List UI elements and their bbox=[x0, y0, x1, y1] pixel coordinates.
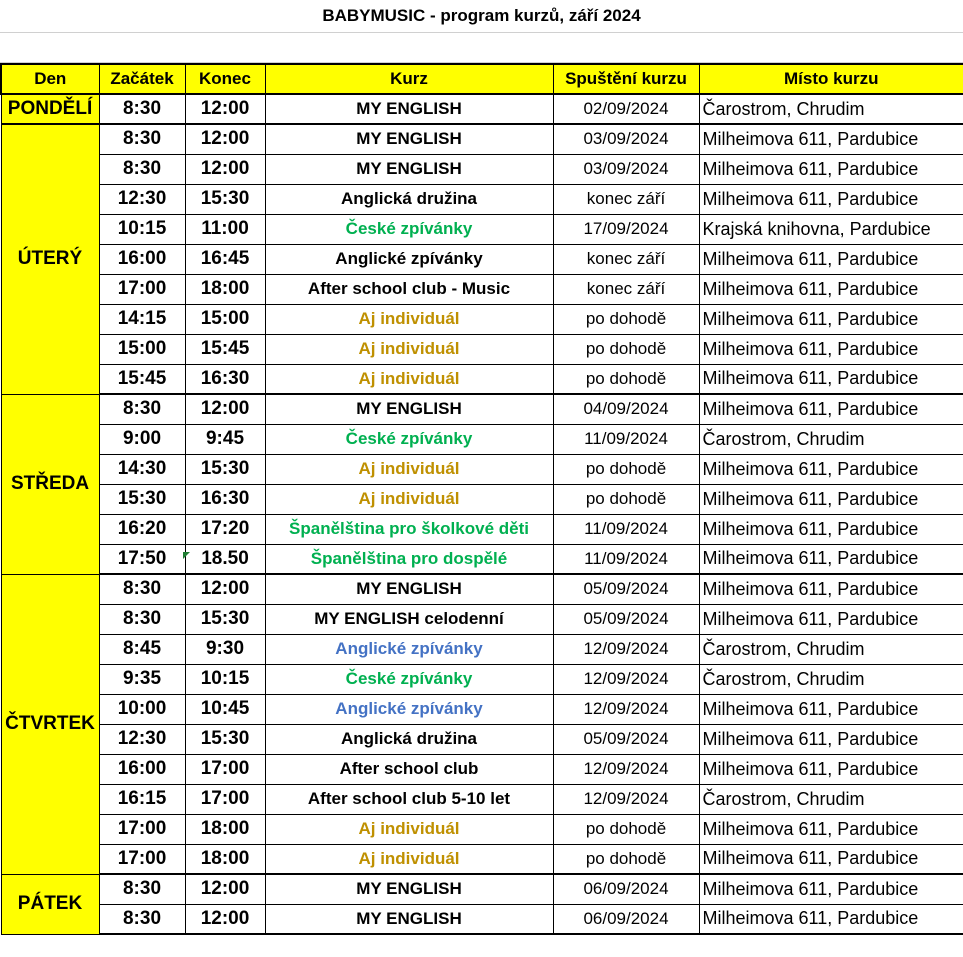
end-time: 11:00 bbox=[185, 214, 265, 244]
table-row bbox=[1, 784, 963, 814]
start-time: 16:20 bbox=[99, 514, 185, 544]
course-launch: 12/09/2024 bbox=[553, 664, 699, 694]
course-name: České zpívánky bbox=[265, 664, 553, 694]
course-place: Milheimova 611, Pardubice bbox=[699, 484, 963, 514]
table-row bbox=[1, 634, 963, 664]
end-time: 12:00 bbox=[185, 394, 265, 424]
end-time: 12:00 bbox=[185, 124, 265, 154]
course-launch: 06/09/2024 bbox=[553, 904, 699, 934]
end-time: 15:00 bbox=[185, 304, 265, 334]
table-row bbox=[1, 874, 963, 904]
course-place: Milheimova 611, Pardubice bbox=[699, 904, 963, 934]
course-place: Milheimova 611, Pardubice bbox=[699, 724, 963, 754]
course-name: MY ENGLISH bbox=[265, 154, 553, 184]
course-place: Čarostrom, Chrudim bbox=[699, 784, 963, 814]
table-row bbox=[1, 364, 963, 394]
comment-indicator bbox=[183, 552, 190, 559]
header-launch: Spuštění kurzu bbox=[553, 64, 699, 94]
course-launch: 03/09/2024 bbox=[553, 154, 699, 184]
end-time: 12:00 bbox=[185, 154, 265, 184]
start-time: 10:15 bbox=[99, 214, 185, 244]
day-label: ČTVRTEK bbox=[1, 574, 99, 874]
table-row bbox=[1, 424, 963, 454]
course-name: Anglické zpívánky bbox=[265, 634, 553, 664]
course-launch: 17/09/2024 bbox=[553, 214, 699, 244]
table-row bbox=[1, 514, 963, 544]
course-name: After school club bbox=[265, 754, 553, 784]
course-place: Milheimova 611, Pardubice bbox=[699, 694, 963, 724]
start-time: 8:30 bbox=[99, 94, 185, 124]
start-time: 16:00 bbox=[99, 244, 185, 274]
course-launch: 05/09/2024 bbox=[553, 574, 699, 604]
header-row bbox=[1, 64, 963, 94]
course-name: MY ENGLISH celodenní bbox=[265, 604, 553, 634]
table-row bbox=[1, 724, 963, 754]
course-name: MY ENGLISH bbox=[265, 574, 553, 604]
course-launch: konec září bbox=[553, 184, 699, 214]
header-start: Začátek bbox=[99, 64, 185, 94]
table-row bbox=[1, 814, 963, 844]
course-place: Milheimova 611, Pardubice bbox=[699, 814, 963, 844]
course-name: MY ENGLISH bbox=[265, 94, 553, 124]
day-label: ÚTERÝ bbox=[1, 124, 99, 394]
schedule-body bbox=[1, 94, 963, 934]
course-name: Anglická družina bbox=[265, 184, 553, 214]
course-name: Anglická družina bbox=[265, 724, 553, 754]
start-time: 17:50 bbox=[99, 544, 185, 574]
course-place: Milheimova 611, Pardubice bbox=[699, 154, 963, 184]
course-name: České zpívánky bbox=[265, 214, 553, 244]
course-launch: po dohodě bbox=[553, 484, 699, 514]
header-day: Den bbox=[1, 64, 99, 94]
end-time: 10:45 bbox=[185, 694, 265, 724]
end-time: 16:30 bbox=[185, 484, 265, 514]
start-time: 17:00 bbox=[99, 814, 185, 844]
start-time: 9:00 bbox=[99, 424, 185, 454]
table-row bbox=[1, 904, 963, 934]
course-launch: po dohodě bbox=[553, 334, 699, 364]
course-place: Milheimova 611, Pardubice bbox=[699, 604, 963, 634]
start-time: 8:30 bbox=[99, 604, 185, 634]
course-launch: 11/09/2024 bbox=[553, 424, 699, 454]
end-time: 15:30 bbox=[185, 604, 265, 634]
course-name: Aj individuál bbox=[265, 364, 553, 394]
course-place: Milheimova 611, Pardubice bbox=[699, 754, 963, 784]
start-time: 8:30 bbox=[99, 574, 185, 604]
course-name: Anglické zpívánky bbox=[265, 694, 553, 724]
start-time: 17:00 bbox=[99, 844, 185, 874]
table-row bbox=[1, 574, 963, 604]
table-row bbox=[1, 544, 963, 574]
table-row bbox=[1, 184, 963, 214]
header-course: Kurz bbox=[265, 64, 553, 94]
course-place: Milheimova 611, Pardubice bbox=[699, 454, 963, 484]
start-time: 12:30 bbox=[99, 184, 185, 214]
course-place: Milheimova 611, Pardubice bbox=[699, 364, 963, 394]
start-time: 10:00 bbox=[99, 694, 185, 724]
course-place: Milheimova 611, Pardubice bbox=[699, 574, 963, 604]
table-row bbox=[1, 214, 963, 244]
course-launch: konec září bbox=[553, 244, 699, 274]
table-row bbox=[1, 304, 963, 334]
end-time: 17:20 bbox=[185, 514, 265, 544]
course-place: Milheimova 611, Pardubice bbox=[699, 244, 963, 274]
course-place: Čarostrom, Chrudim bbox=[699, 634, 963, 664]
end-time: 9:30 bbox=[185, 634, 265, 664]
day-label: PÁTEK bbox=[1, 874, 99, 934]
course-place: Milheimova 611, Pardubice bbox=[699, 304, 963, 334]
course-launch: 12/09/2024 bbox=[553, 694, 699, 724]
table-row bbox=[1, 244, 963, 274]
course-launch: 04/09/2024 bbox=[553, 394, 699, 424]
end-time: 17:00 bbox=[185, 784, 265, 814]
course-name: Aj individuál bbox=[265, 334, 553, 364]
start-time: 16:00 bbox=[99, 754, 185, 784]
table-row bbox=[1, 274, 963, 304]
end-time: 12:00 bbox=[185, 904, 265, 934]
course-launch: 11/09/2024 bbox=[553, 514, 699, 544]
course-launch: 03/09/2024 bbox=[553, 124, 699, 154]
start-time: 8:30 bbox=[99, 124, 185, 154]
course-launch: 06/09/2024 bbox=[553, 874, 699, 904]
start-time: 12:30 bbox=[99, 724, 185, 754]
course-launch: po dohodě bbox=[553, 844, 699, 874]
course-name: Španělština pro dospělé bbox=[265, 544, 553, 574]
start-time: 17:00 bbox=[99, 274, 185, 304]
header-end: Konec bbox=[185, 64, 265, 94]
course-place: Milheimova 611, Pardubice bbox=[699, 844, 963, 874]
sheet-title: BABYMUSIC - program kurzů, září 2024 bbox=[0, 0, 963, 33]
start-time: 8:30 bbox=[99, 394, 185, 424]
course-launch: po dohodě bbox=[553, 454, 699, 484]
start-time: 8:30 bbox=[99, 904, 185, 934]
blank-row bbox=[0, 33, 963, 63]
course-name: After school club - Music bbox=[265, 274, 553, 304]
course-name: Aj individuál bbox=[265, 484, 553, 514]
start-time: 8:45 bbox=[99, 634, 185, 664]
start-time: 14:15 bbox=[99, 304, 185, 334]
course-launch: po dohodě bbox=[553, 364, 699, 394]
end-time: 15:30 bbox=[185, 724, 265, 754]
table-row bbox=[1, 124, 963, 154]
course-place: Krajská knihovna, Pardubice bbox=[699, 214, 963, 244]
end-time: 18:00 bbox=[185, 274, 265, 304]
end-time: 9:45 bbox=[185, 424, 265, 454]
end-time: 17:00 bbox=[185, 754, 265, 784]
table-row bbox=[1, 394, 963, 424]
course-launch: 05/09/2024 bbox=[553, 724, 699, 754]
course-place: Milheimova 611, Pardubice bbox=[699, 874, 963, 904]
course-place: Milheimova 611, Pardubice bbox=[699, 514, 963, 544]
course-launch: 12/09/2024 bbox=[553, 754, 699, 784]
start-time: 8:30 bbox=[99, 874, 185, 904]
course-launch: konec září bbox=[553, 274, 699, 304]
course-place: Milheimova 611, Pardubice bbox=[699, 544, 963, 574]
table-row bbox=[1, 844, 963, 874]
course-name: MY ENGLISH bbox=[265, 874, 553, 904]
end-time: 12:00 bbox=[185, 574, 265, 604]
day-label: PONDĚLÍ bbox=[1, 94, 99, 124]
course-name: After school club 5-10 let bbox=[265, 784, 553, 814]
schedule-table bbox=[0, 63, 963, 935]
course-place: Čarostrom, Chrudim bbox=[699, 664, 963, 694]
course-launch: 02/09/2024 bbox=[553, 94, 699, 124]
table-row bbox=[1, 664, 963, 694]
course-name: Aj individuál bbox=[265, 304, 553, 334]
course-name: MY ENGLISH bbox=[265, 904, 553, 934]
end-time: 15:45 bbox=[185, 334, 265, 364]
course-name: Aj individuál bbox=[265, 814, 553, 844]
start-time: 15:00 bbox=[99, 334, 185, 364]
start-time: 14:30 bbox=[99, 454, 185, 484]
course-launch: 12/09/2024 bbox=[553, 634, 699, 664]
start-time: 15:30 bbox=[99, 484, 185, 514]
end-time: 16:30 bbox=[185, 364, 265, 394]
course-place: Čarostrom, Chrudim bbox=[699, 94, 963, 124]
course-name: Španělština pro školkové děti bbox=[265, 514, 553, 544]
course-name: MY ENGLISH bbox=[265, 124, 553, 154]
course-place: Čarostrom, Chrudim bbox=[699, 424, 963, 454]
start-time: 9:35 bbox=[99, 664, 185, 694]
start-time: 16:15 bbox=[99, 784, 185, 814]
end-time: 18:00 bbox=[185, 844, 265, 874]
end-time: 18:00 bbox=[185, 814, 265, 844]
course-place: Milheimova 611, Pardubice bbox=[699, 124, 963, 154]
start-time: 8:30 bbox=[99, 154, 185, 184]
course-place: Milheimova 611, Pardubice bbox=[699, 184, 963, 214]
end-time: 18.50 bbox=[185, 544, 265, 574]
table-row bbox=[1, 94, 963, 124]
course-launch: 11/09/2024 bbox=[553, 544, 699, 574]
end-time: 12:00 bbox=[185, 94, 265, 124]
course-name: Aj individuál bbox=[265, 844, 553, 874]
course-launch: po dohodě bbox=[553, 814, 699, 844]
end-time: 12:00 bbox=[185, 874, 265, 904]
table-row bbox=[1, 154, 963, 184]
course-launch: po dohodě bbox=[553, 304, 699, 334]
table-row bbox=[1, 754, 963, 784]
end-time: 15:30 bbox=[185, 454, 265, 484]
header-place: Místo kurzu bbox=[699, 64, 963, 94]
table-row bbox=[1, 454, 963, 484]
end-time: 15:30 bbox=[185, 184, 265, 214]
course-place: Milheimova 611, Pardubice bbox=[699, 394, 963, 424]
end-time: 10:15 bbox=[185, 664, 265, 694]
end-time: 16:45 bbox=[185, 244, 265, 274]
course-name: Aj individuál bbox=[265, 454, 553, 484]
table-row bbox=[1, 604, 963, 634]
course-name: Anglické zpívánky bbox=[265, 244, 553, 274]
table-row bbox=[1, 484, 963, 514]
day-label: STŘEDA bbox=[1, 394, 99, 574]
start-time: 15:45 bbox=[99, 364, 185, 394]
course-name: MY ENGLISH bbox=[265, 394, 553, 424]
course-name: České zpívánky bbox=[265, 424, 553, 454]
course-launch: 05/09/2024 bbox=[553, 604, 699, 634]
course-place: Milheimova 611, Pardubice bbox=[699, 334, 963, 364]
table-row bbox=[1, 334, 963, 364]
course-launch: 12/09/2024 bbox=[553, 784, 699, 814]
course-place: Milheimova 611, Pardubice bbox=[699, 274, 963, 304]
table-row bbox=[1, 694, 963, 724]
